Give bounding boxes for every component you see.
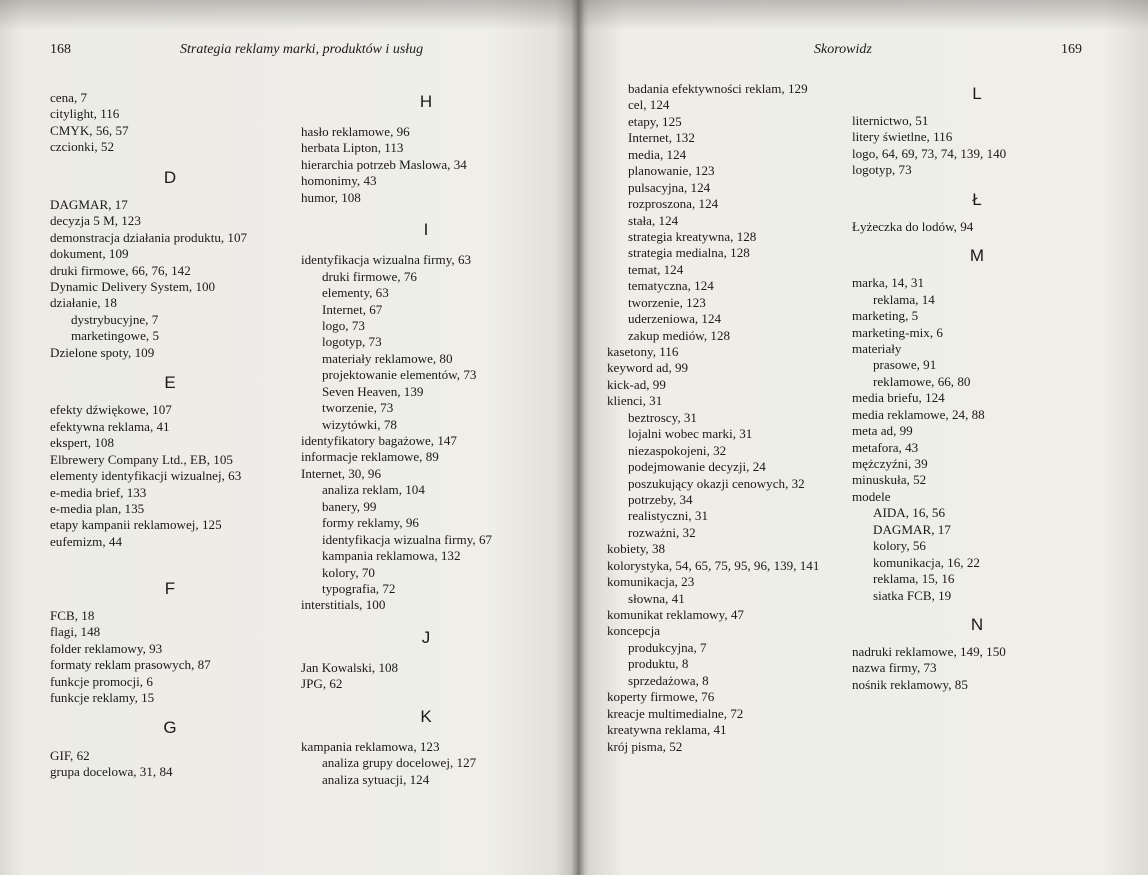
index-subentry: stała, 124 xyxy=(628,212,679,228)
index-entry: komunikacja, 23 xyxy=(607,574,695,590)
index-entry: druki firmowe, 66, 76, 142 xyxy=(50,262,191,278)
index-entry: decyzja 5 M, 123 xyxy=(50,213,141,229)
index-subentry: rozważni, 32 xyxy=(628,524,696,540)
index-subentry: analiza reklam, 104 xyxy=(322,482,425,498)
index-subentry: DAGMAR, 17 xyxy=(873,521,951,537)
index-entry: Elbrewery Company Ltd., EB, 105 xyxy=(50,451,233,467)
index-entry: czcionki, 52 xyxy=(50,139,114,155)
index-entry: nośnik reklamowy, 85 xyxy=(852,676,968,692)
book-gutter xyxy=(571,0,585,875)
index-subentry: planowanie, 123 xyxy=(628,163,715,179)
index-entry: materiały xyxy=(852,340,902,356)
index-subentry: AIDA, 16, 56 xyxy=(873,505,946,521)
index-subentry: analiza sytuacji, 124 xyxy=(322,771,430,787)
index-subentry: wizytówki, 78 xyxy=(322,416,397,432)
index-entry: komunikat reklamowy, 47 xyxy=(607,607,744,622)
index-entry: FCB, 18 xyxy=(50,607,95,623)
index-entry: Internet, 30, 96 xyxy=(301,465,381,481)
index-subentry: tworzenie, 123 xyxy=(628,294,706,310)
index-subentry: formy reklamy, 96 xyxy=(322,515,419,531)
index-entry: meta ad, 99 xyxy=(852,423,913,439)
index-entry: nadruki reklamowe, 149, 150 xyxy=(852,643,1006,659)
index-column-1 xyxy=(50,90,290,780)
index-entry: informacje reklamowe, 89 xyxy=(301,449,439,465)
index-subentry: Internet, 67 xyxy=(322,301,383,317)
index-entry: citylight, 116 xyxy=(50,106,120,122)
index-subentry: dystrybucyjne, 7 xyxy=(71,311,159,327)
index-subentry: prasowe, 91 xyxy=(873,357,937,373)
index-entry: minuskuła, 52 xyxy=(852,472,927,488)
section-letter: L xyxy=(972,84,982,103)
index-subentry: strategia kreatywna, 128 xyxy=(628,228,757,244)
index-subentry: produktu, 8 xyxy=(628,656,689,672)
index-subentry: projektowanie elementów, 73 xyxy=(322,367,477,383)
right-page-number: 169 xyxy=(1061,42,1082,57)
index-entry: homonimy, 43 xyxy=(301,173,377,189)
section-letter: Ł xyxy=(972,189,982,209)
index-subentry: kolory, 56 xyxy=(873,538,926,554)
section-letter: F xyxy=(164,578,176,598)
index-entry: kasetony, 116 xyxy=(607,344,679,359)
index-entry: funkcje reklamy, 15 xyxy=(50,689,155,705)
index-entry: grupa docelowa, 31, 84 xyxy=(50,763,173,779)
index-subentry: reklamowe, 66, 80 xyxy=(873,373,971,389)
index-entry: Łyżeczka do lodów, 94 xyxy=(852,218,974,234)
index-subentry: logotyp, 73 xyxy=(322,334,382,350)
right-page xyxy=(578,0,1148,875)
index-entry: modele xyxy=(852,488,891,504)
left-page-number: 168 xyxy=(50,42,71,57)
index-subentry: materiały reklamowe, 80 xyxy=(322,350,453,366)
section-letter: N xyxy=(970,614,984,634)
section-letter: H xyxy=(419,92,433,111)
index-column-2 xyxy=(301,78,551,788)
index-subentry: zakup mediów, 128 xyxy=(628,327,731,343)
index-entry: logotyp, 73 xyxy=(852,162,912,178)
index-entry: kobiety, 38 xyxy=(607,541,666,557)
index-entry: CMYK, 56, 57 xyxy=(50,122,129,138)
index-entry: koperty firmowe, 76 xyxy=(607,689,715,705)
index-entry: mężczyźni, 39 xyxy=(852,456,928,471)
index-subentry: media, 124 xyxy=(628,146,687,162)
blank-line xyxy=(50,550,290,566)
index-subentry: produkcyjna, 7 xyxy=(628,639,707,655)
index-subentry: Internet, 132 xyxy=(628,130,695,146)
index-entry: kreacje multimedialne, 72 xyxy=(607,705,744,721)
index-subentry: identyfikacja wizualna firmy, 67 xyxy=(322,531,493,547)
index-subentry: słowna, 41 xyxy=(628,590,685,606)
index-entry: formaty reklam prasowych, 87 xyxy=(50,657,211,673)
index-entry: marketing-mix, 6 xyxy=(852,324,943,340)
index-subentry: pulsacyjna, 124 xyxy=(628,179,711,195)
index-entry: marketing, 5 xyxy=(852,308,919,324)
right-running-title: Skorowidz xyxy=(814,42,872,57)
index-subentry: reklama, 15, 16 xyxy=(873,571,955,587)
index-entry: kick-ad, 99 xyxy=(607,376,666,392)
index-entry: Dynamic Delivery System, 100 xyxy=(50,279,216,295)
section-letter: I xyxy=(423,220,429,240)
index-subentry: podejmowanie decyzji, 24 xyxy=(628,459,766,475)
index-entry: marka, 14, 31 xyxy=(852,275,924,291)
index-subentry: potrzeby, 34 xyxy=(628,491,693,507)
index-entry: kolorystyka, 54, 65, 75, 95, 96, 139, 141 xyxy=(607,557,820,573)
index-entry: metafora, 43 xyxy=(852,439,919,455)
index-entry: hasło reklamowe, 96 xyxy=(301,124,410,139)
index-entry: liternictwo, 51 xyxy=(852,113,929,128)
index-entry: eufemizm, 44 xyxy=(50,533,122,549)
index-subentry: kolory, 70 xyxy=(322,564,375,580)
section-letter: J xyxy=(421,627,431,647)
index-entry: działanie, 18 xyxy=(50,295,117,311)
index-subentry: druki firmowe, 76 xyxy=(322,268,417,284)
index-entry: identyfikacja wizualna firmy, 63 xyxy=(301,252,472,268)
index-subentry: poszukujący okazji cenowych, 32 xyxy=(628,475,805,491)
section-letter: E xyxy=(164,373,176,393)
index-subentry: badania efektywności reklam, 129 xyxy=(628,81,808,96)
index-entry: funkcje promocji, 6 xyxy=(50,673,153,689)
index-entry: krój pisma, 52 xyxy=(607,738,683,754)
index-subentry: logo, 73 xyxy=(322,317,365,333)
index-subentry: uderzeniowa, 124 xyxy=(628,311,722,327)
index-subentry: reklama, 14 xyxy=(873,291,935,307)
index-entry: demonstracja działania produktu, 107 xyxy=(50,229,248,245)
scan-shadow xyxy=(0,0,1148,30)
index-subentry: typografia, 72 xyxy=(322,580,396,596)
section-letter: D xyxy=(163,167,177,187)
index-entry: nazwa firmy, 73 xyxy=(852,660,937,676)
index-entry: DAGMAR, 17 xyxy=(50,196,128,212)
section-letter: M xyxy=(969,246,985,266)
index-subentry: elementy, 63 xyxy=(322,285,389,301)
index-entry: Dzielone spoty, 109 xyxy=(50,344,155,360)
index-subentry: analiza grupy docelowej, 127 xyxy=(322,755,477,771)
index-entry: humor, 108 xyxy=(301,189,361,205)
index-subentry: banery, 99 xyxy=(322,498,377,514)
index-subentry: cel, 124 xyxy=(628,97,670,113)
index-entry: litery świetlne, 116 xyxy=(852,129,953,145)
index-entry: JPG, 62 xyxy=(301,676,343,692)
index-subentry: komunikacja, 16, 22 xyxy=(873,554,980,570)
index-subentry: sprzedażowa, 8 xyxy=(628,672,709,688)
index-subentry: niezaspokojeni, 32 xyxy=(628,442,727,458)
index-entry: efekty dźwiękowe, 107 xyxy=(50,402,172,418)
index-entry: GIF, 62 xyxy=(50,747,90,763)
index-subentry: lojalni wobec marki, 31 xyxy=(628,426,753,442)
index-entry: identyfikatory bagażowe, 147 xyxy=(301,433,457,448)
index-subentry: realistyczni, 31 xyxy=(628,508,708,524)
index-entry: e-media brief, 133 xyxy=(50,484,147,500)
index-subentry: kampania reklamowa, 132 xyxy=(322,548,461,564)
index-subentry: tworzenie, 73 xyxy=(322,400,394,416)
index-entry: Jan Kowalski, 108 xyxy=(301,659,399,675)
index-entry: ekspert, 108 xyxy=(50,435,114,451)
index-subentry: beztroscy, 31 xyxy=(628,409,697,425)
index-entry: herbata Lipton, 113 xyxy=(301,140,404,156)
index-entry: klienci, 31 xyxy=(607,393,663,409)
index-entry: koncepcja xyxy=(607,623,661,639)
index-entry: folder reklamowy, 93 xyxy=(50,640,163,656)
index-entry: kampania reklamowa, 123 xyxy=(301,738,440,754)
index-subentry: tematyczna, 124 xyxy=(628,278,714,294)
index-entry: media briefu, 124 xyxy=(852,390,945,406)
section-letter: K xyxy=(420,706,432,726)
index-entry: hierarchia potrzeb Maslowa, 34 xyxy=(301,156,467,172)
index-subentry: Seven Heaven, 139 xyxy=(322,383,424,399)
index-entry: cena, 7 xyxy=(50,90,88,105)
index-entry: kreatywna reklama, 41 xyxy=(607,722,727,738)
index-entry: efektywna reklama, 41 xyxy=(50,418,170,434)
index-entry: keyword ad, 99 xyxy=(607,360,689,376)
index-entry: interstitials, 100 xyxy=(301,597,386,613)
index-entry: flagi, 148 xyxy=(50,624,101,640)
index-entry: dokument, 109 xyxy=(50,246,129,262)
index-entry: elementy identyfikacji wizualnej, 63 xyxy=(50,468,242,484)
index-subentry: marketingowe, 5 xyxy=(71,328,159,344)
index-column-4 xyxy=(852,73,1102,693)
index-subentry: rozproszona, 124 xyxy=(628,196,719,212)
index-subentry: temat, 124 xyxy=(628,261,684,277)
index-column-3 xyxy=(607,81,857,755)
index-subentry: strategia medialna, 128 xyxy=(628,245,750,261)
index-entry: e-media plan, 135 xyxy=(50,500,145,516)
index-entry: etapy kampanii reklamowej, 125 xyxy=(50,517,222,533)
index-subentry: etapy, 125 xyxy=(628,113,682,129)
section-letter: G xyxy=(163,718,177,738)
index-subentry: siatka FCB, 19 xyxy=(873,587,952,603)
left-running-title: Strategia reklamy marki, produktów i usług xyxy=(180,42,424,57)
index-entry: logo, 64, 69, 73, 74, 139, 140 xyxy=(852,145,1007,161)
index-entry: media reklamowe, 24, 88 xyxy=(852,406,985,422)
